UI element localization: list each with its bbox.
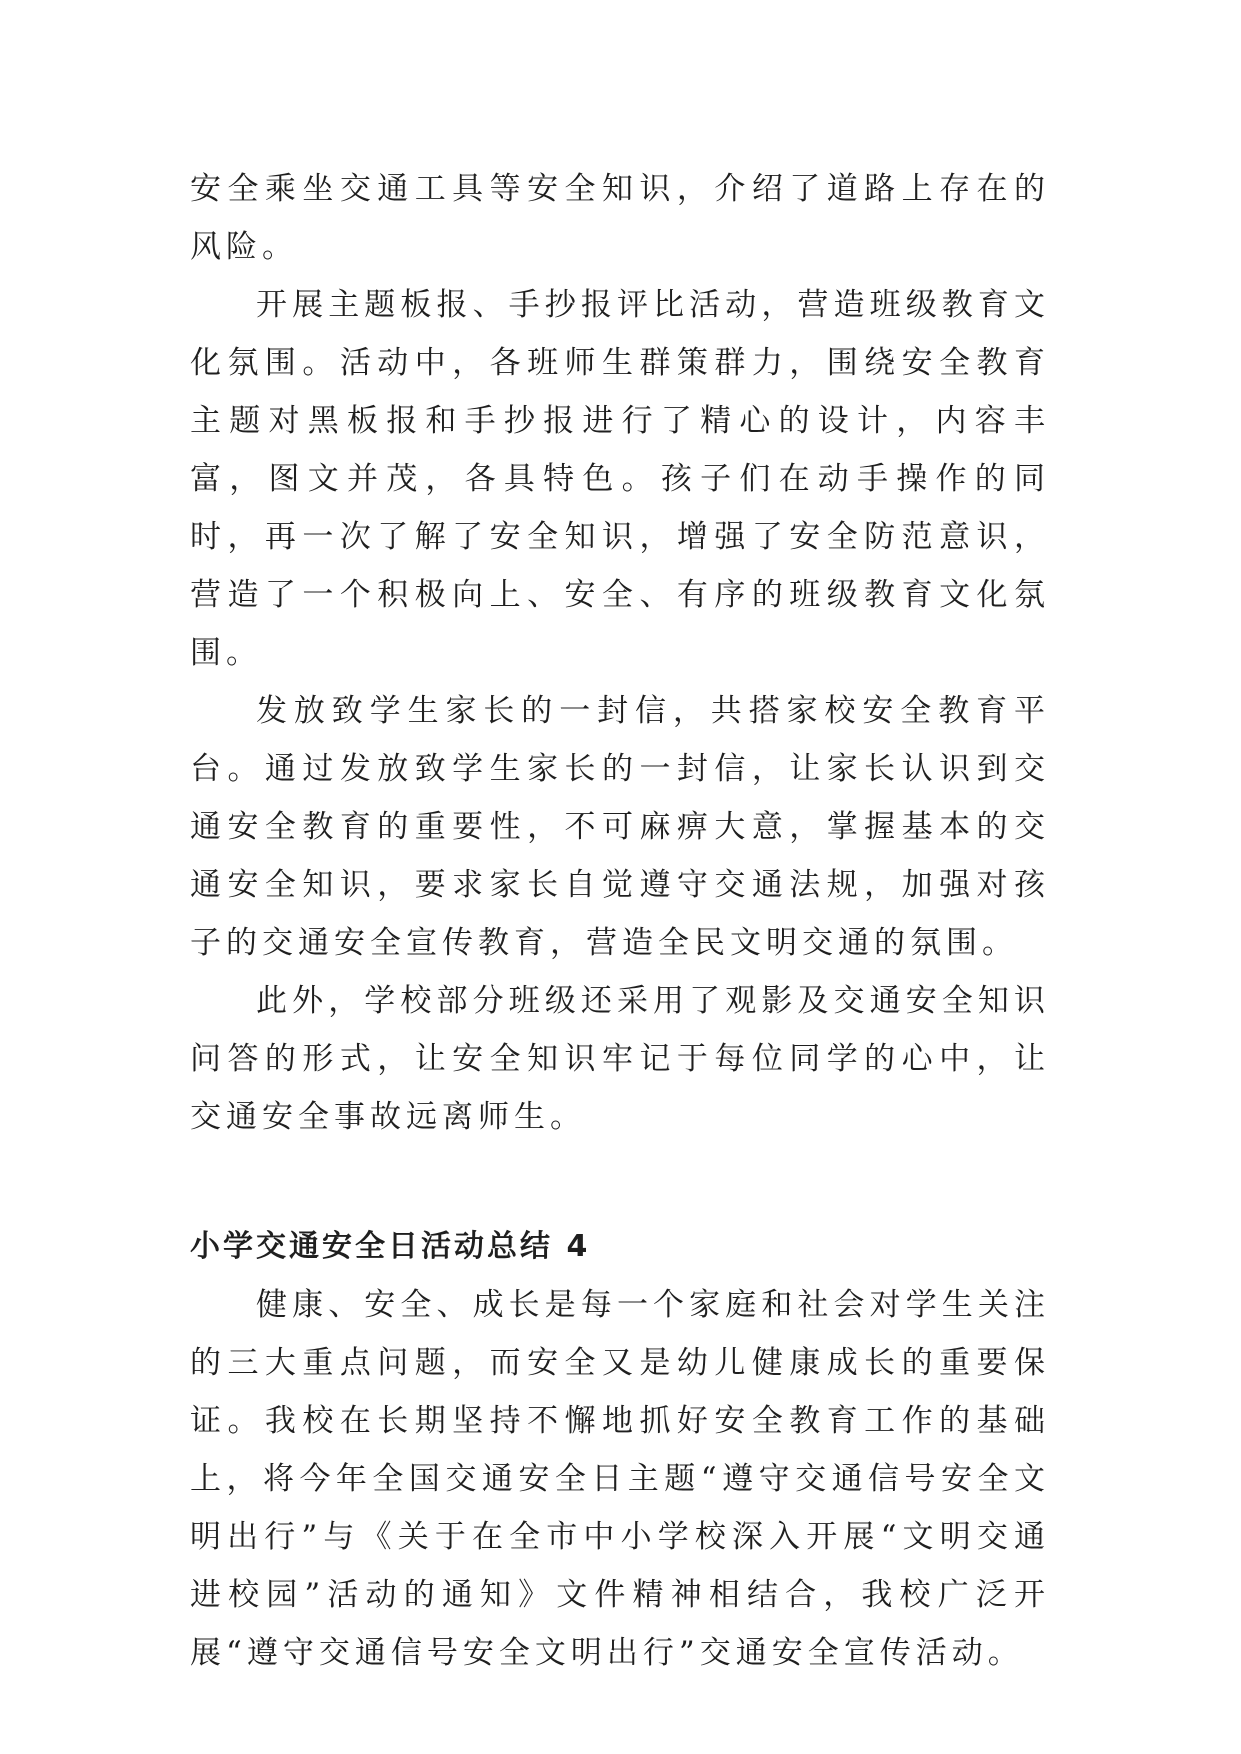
paragraph-blackboard: 开展主题板报、手抄报评比活动，营造班级教育文化氛围。活动中，各班师生群策群力，围绕安全教育主题对黑板报和手抄报进行了精心的设计，内容丰富，图文并茂，各具特色。孩子们在动手操作的同时，再一次了解了安全知识，增强了安全防范意识，营造了一个积极向上、安全、有序的班级教育文化氛围。	[190, 287, 1050, 671]
paragraph-summary-4: 健康、安全、成长是每一个家庭和社会对学生关注的三大重点问题，而安全又是幼儿健康成长的重要保证。我校在长期坚持不懈地抓好安全教育工作的基础上，将今年全国交通安全日主题“遵守交通信号安全文明出行”与《关于在全市中小学校深入开展“文明交通进校园”活动的通知》文件精神相结合，我校广泛开展“遵守交通信号安全文明出行”交通安全宣传活动。	[190, 1287, 1050, 1671]
paragraph-parent-letter: 发放致学生家长的一封信，共搭家校安全教育平台。通过发放致学生家长的一封信，让家长认识到交通安全教育的重要性，不可麻痹大意，掌握基本的交通安全知识，要求家长自觉遵守交通法规，加强对孩子的交通安全宣传教育，营造全民文明交通的氛围。	[190, 693, 1050, 961]
paragraph-continuation: 安全乘坐交通工具等安全知识，介绍了道路上存在的风险。	[190, 171, 1050, 265]
section-heading: 小学交通安全日活动总结 4	[190, 1229, 591, 1264]
document-body	[190, 160, 1050, 1682]
paragraph-quiz: 此外，学校部分班级还采用了观影及交通安全知识问答的形式，让安全知识牢记于每位同学的心中，让交通安全事故远离师生。	[190, 983, 1050, 1135]
